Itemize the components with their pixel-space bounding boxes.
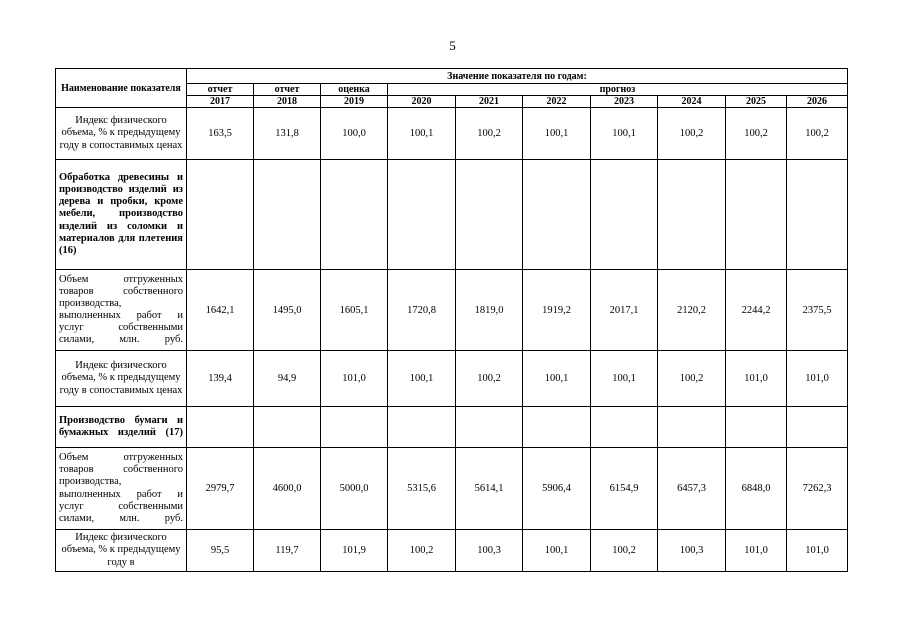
- section-row: [56, 407, 848, 448]
- indicator-name: Индекс физического объема, % к предыдущему году в сопоставимых ценах: [56, 351, 187, 407]
- column-type: отчет: [187, 84, 254, 96]
- table-cell: 4600,0: [254, 448, 321, 530]
- table-cell: 100,1: [388, 351, 456, 407]
- column-header-indicator: Наименование показателя: [56, 69, 187, 108]
- indicator-name: Индекс физического объема, % к предыдущему году в: [56, 530, 187, 572]
- table-cell: 131,8: [254, 108, 321, 160]
- table-cell: 2017,1: [591, 270, 658, 351]
- table-cell: 100,2: [456, 351, 523, 407]
- table-cell: 5000,0: [321, 448, 388, 530]
- table-cell: 100,2: [456, 108, 523, 160]
- table-cell: 101,0: [787, 530, 848, 572]
- table-cell: 2244,2: [726, 270, 787, 351]
- year-header: 2026: [787, 96, 848, 108]
- year-header: 2018: [254, 96, 321, 108]
- table-row: [56, 108, 848, 160]
- table-cell: 95,5: [187, 530, 254, 572]
- table-cell: 100,1: [523, 530, 591, 572]
- table-cell: 6154,9: [591, 448, 658, 530]
- table-cell: 100,1: [591, 108, 658, 160]
- table-cell: 100,1: [591, 351, 658, 407]
- year-header: 2023: [591, 96, 658, 108]
- column-type: оценка: [321, 84, 388, 96]
- table-cell: 7262,3: [787, 448, 848, 530]
- indicators-table: [55, 68, 848, 572]
- table-cell: 1919,2: [523, 270, 591, 351]
- indicator-name: Объем отгруженных товаров собственного производства, выполненных работ и услуг собственными силами, млн. руб.: [56, 270, 187, 351]
- section-title: Обработка древесины и производство изделий из дерева и пробки, кроме мебели, производство изделий из соломки и материалов для плетения (16): [56, 160, 187, 270]
- year-header: 2025: [726, 96, 787, 108]
- table-cell: 101,0: [787, 351, 848, 407]
- table-row: [56, 530, 848, 572]
- year-header: 2017: [187, 96, 254, 108]
- year-header: 2020: [388, 96, 456, 108]
- table-cell: 100,1: [388, 108, 456, 160]
- table-cell: 1642,1: [187, 270, 254, 351]
- table-cell: 1495,0: [254, 270, 321, 351]
- year-header: 2022: [523, 96, 591, 108]
- table-cell: 100,2: [726, 108, 787, 160]
- section-row: [56, 160, 848, 270]
- table-row: [56, 351, 848, 407]
- table-cell: 6457,3: [658, 448, 726, 530]
- table-cell: 101,0: [321, 351, 388, 407]
- table-cell: 139,4: [187, 351, 254, 407]
- table-row: [56, 270, 848, 351]
- table-cell: 100,3: [658, 530, 726, 572]
- column-type: отчет: [254, 84, 321, 96]
- table-row: [56, 448, 848, 530]
- table-cell: 1605,1: [321, 270, 388, 351]
- table-cell: 100,2: [388, 530, 456, 572]
- table-cell: 5906,4: [523, 448, 591, 530]
- table-cell: 100,2: [591, 530, 658, 572]
- year-header: 2019: [321, 96, 388, 108]
- year-header: 2021: [456, 96, 523, 108]
- table-cell: 101,9: [321, 530, 388, 572]
- table-cell: 2120,2: [658, 270, 726, 351]
- table-cell: 163,5: [187, 108, 254, 160]
- page-number: 5: [449, 38, 456, 53]
- section-title: Производство бумаги и бумажных изделий (17): [56, 407, 187, 448]
- year-header: 2024: [658, 96, 726, 108]
- table-cell: 1819,0: [456, 270, 523, 351]
- table-cell: 101,0: [726, 530, 787, 572]
- table-cell: 100,3: [456, 530, 523, 572]
- column-type-forecast: прогноз: [388, 84, 848, 96]
- table-cell: 94,9: [254, 351, 321, 407]
- table-cell: 5315,6: [388, 448, 456, 530]
- table-cell: 100,1: [523, 108, 591, 160]
- table-cell: 2375,5: [787, 270, 848, 351]
- table-cell: 100,2: [658, 108, 726, 160]
- table-cell: 5614,1: [456, 448, 523, 530]
- table-cell: 1720,8: [388, 270, 456, 351]
- table-cell: 6848,0: [726, 448, 787, 530]
- indicator-name: Индекс физического объема, % к предыдущему году в сопоставимых ценах: [56, 108, 187, 160]
- indicator-name: Объем отгруженных товаров собственного производства, выполненных работ и услуг собственными силами, млн. руб.: [56, 448, 187, 530]
- table-cell: 100,0: [321, 108, 388, 160]
- column-header-values: Значение показателя по годам:: [187, 69, 848, 84]
- table-cell: 100,1: [523, 351, 591, 407]
- table-cell: 100,2: [658, 351, 726, 407]
- table-cell: 101,0: [726, 351, 787, 407]
- table-cell: 2979,7: [187, 448, 254, 530]
- table-cell: 100,2: [787, 108, 848, 160]
- table-cell: 119,7: [254, 530, 321, 572]
